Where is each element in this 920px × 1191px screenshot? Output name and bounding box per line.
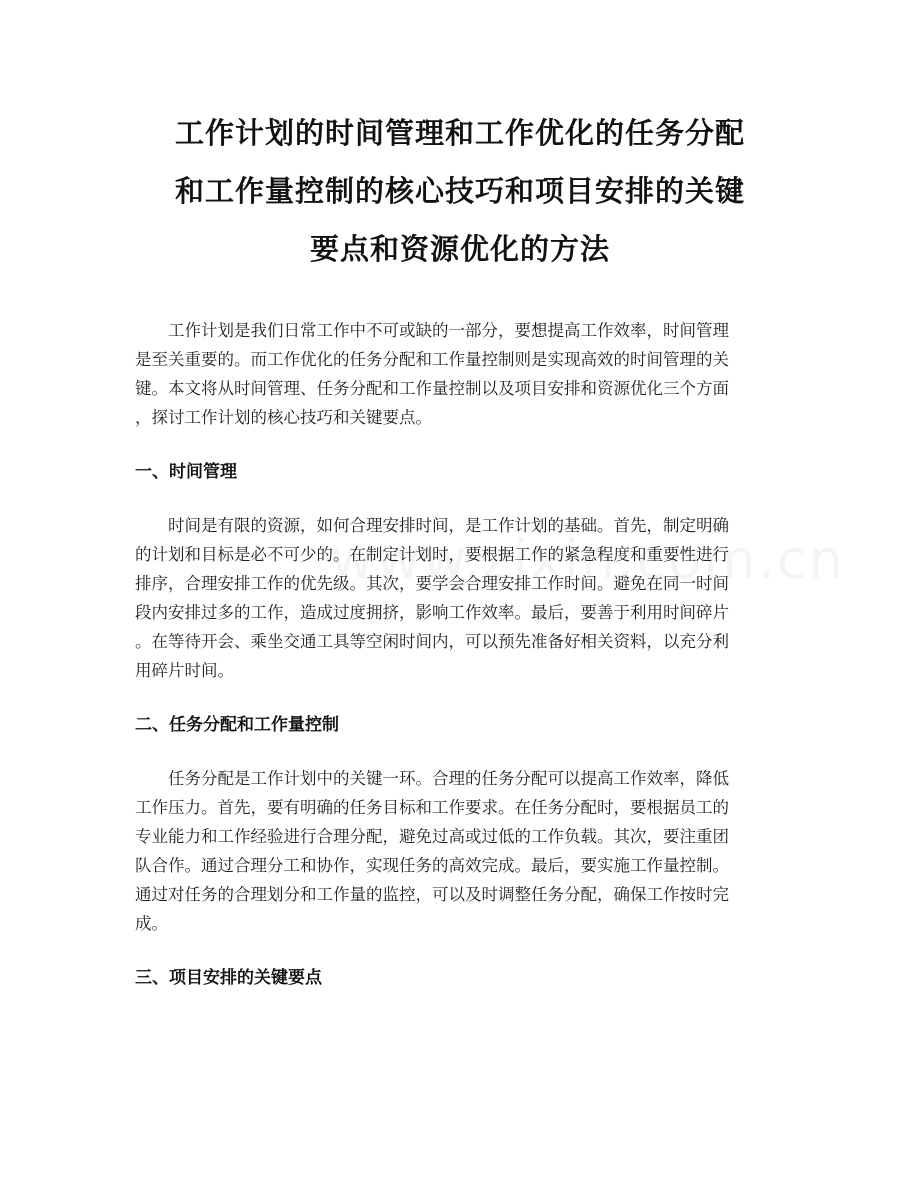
section-heading-task-allocation: 二、任务分配和工作量控制 — [135, 715, 339, 735]
document-title — [135, 104, 785, 278]
section-paragraph-task-allocation — [135, 764, 785, 938]
paragraph-line: 队合作。通过合理分工和协作，实现任务的高效完成。最后，要实施工作量控制。 — [135, 856, 729, 875]
paragraph-line: 是至关重要的。而工作优化的任务分配和工作量控制则是实现高效的时间管理的关 — [135, 350, 729, 369]
paragraph-line: 任务分配是工作计划中的关键一环。合理的任务分配可以提高工作效率，降低 — [168, 769, 729, 788]
paragraph-line: 专业能力和工作经验进行合理分配，避免过高或过低的工作负载。其次，要注重团 — [135, 827, 729, 846]
paragraph-line: 的计划和目标是必不可少的。在制定计划时，要根据工作的紧急程度和重要性进行 — [135, 545, 729, 564]
section-paragraph-time-management — [135, 511, 785, 685]
paragraph-line: ，探讨工作计划的核心技巧和关键要点。 — [135, 408, 432, 427]
title-line: 工作计划的时间管理和工作优化的任务分配 — [174, 116, 745, 150]
paragraph-line: 。在等待开会、乘坐交通工具等空闲时间内，可以预先准备好相关资料，以充分利 — [135, 632, 729, 651]
paragraph-line: 成。 — [135, 914, 168, 933]
section-heading-time-management: 一、时间管理 — [135, 462, 237, 482]
paragraph-line: 时间是有限的资源，如何合理安排时间，是工作计划的基础。首先，制定明确 — [168, 516, 729, 535]
intro-paragraph — [135, 316, 785, 432]
title-line: 和工作量控制的核心技巧和项目安排的关键 — [174, 174, 745, 208]
section-heading-project-arrangement: 三、项目安排的关键要点 — [135, 968, 322, 988]
paragraph-line: 通过对任务的合理划分和工作量的监控，可以及时调整任务分配，确保工作按时完 — [135, 885, 729, 904]
paragraph-line: 键。本文将从时间管理、任务分配和工作量控制以及项目安排和资源优化三个方面 — [135, 379, 729, 398]
paragraph-line: 排序，合理安排工作的优先级。其次，要学会合理安排工作时间。避免在同一时间 — [135, 574, 729, 593]
paragraph-line: 用碎片时间。 — [135, 661, 234, 680]
paragraph-line: 段内安排过多的工作，造成过度拥挤，影响工作效率。最后，要善于利用时间碎片 — [135, 603, 729, 622]
paragraph-line: 工作压力。首先，要有明确的任务目标和工作要求。在任务分配时，要根据员工的 — [135, 798, 729, 817]
title-line: 要点和资源优化的方法 — [309, 232, 610, 266]
paragraph-line: 工作计划是我们日常工作中不可或缺的一部分，要想提高工作效率，时间管理 — [168, 321, 729, 340]
